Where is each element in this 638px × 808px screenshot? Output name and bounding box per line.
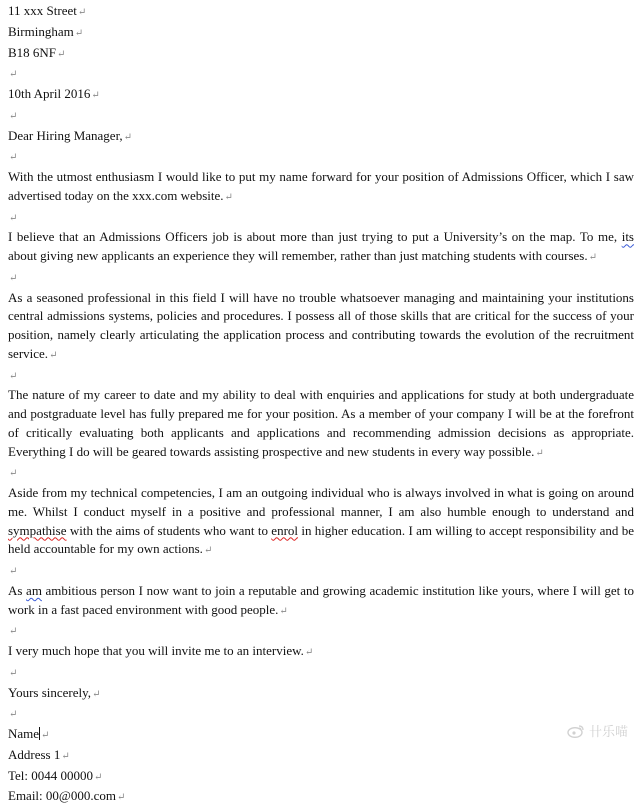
signature-tel: Tel: 0044 00000	[8, 767, 94, 783]
paragraph-mark-icon	[589, 252, 597, 263]
signature-name: Name	[8, 726, 40, 741]
paragraph-5-text-b: with the aims of students who want to	[66, 522, 272, 538]
paragraph-mark-icon	[9, 111, 17, 122]
paragraph-mark-icon	[57, 49, 65, 60]
paragraph-1-text: With the utmost enthusiasm I would like to put my name forward for your position of Admissions Officer, which I saw advertised today on the xxx.com website.	[8, 169, 634, 203]
paragraph-mark-icon	[94, 772, 102, 783]
paragraph-mark-icon	[61, 751, 69, 762]
letter-date: 10th April 2016	[8, 86, 91, 101]
paragraph-7	[8, 642, 634, 663]
sender-address-block	[8, 2, 634, 23]
paragraph-6-text-a: As	[8, 582, 27, 598]
paragraph-mark-icon	[279, 606, 287, 617]
blank-line	[8, 561, 634, 582]
blank-line	[8, 366, 634, 387]
paragraph-2-text-b: about giving new applicants an experience they will remember, rather than just matching students with courses.	[8, 248, 588, 263]
paragraph-mark-icon	[41, 730, 49, 741]
paragraph-mark-icon	[124, 132, 132, 143]
paragraph-3-text: As a seasoned professional in this field I will have no trouble whatsoever managing and maintaining your institutions central admissions systems, policies and procedures. I possess all of those skills that are critical for the success of your position, namely clearly articulating the application process and contributing towards the evolution of the recruitment service.	[8, 289, 634, 361]
paragraph-5	[8, 484, 634, 561]
salutation-line	[8, 127, 634, 148]
grammar-flag-its[interactable]: its	[621, 229, 634, 245]
paragraph-mark-icon	[204, 545, 212, 556]
blank-line	[8, 147, 634, 168]
blank-line	[8, 64, 634, 85]
paragraph-mark-icon	[9, 668, 17, 679]
watermark-text: 卄乐喵	[588, 725, 628, 740]
paragraph-mark-icon	[305, 647, 313, 658]
paragraph-mark-icon	[91, 90, 99, 101]
signature-name-line	[8, 725, 634, 746]
signature-email: Email: 00@000.com	[8, 788, 117, 804]
paragraph-mark-icon	[9, 709, 17, 720]
paragraph-5-text-c: in higher education. I am willing to accept responsibility and be held accountable for my own actions.	[8, 522, 634, 557]
grammar-flag-am[interactable]: am	[26, 582, 42, 598]
blank-line	[8, 463, 634, 484]
paragraph-mark-icon	[117, 792, 125, 803]
sender-city-line	[8, 23, 634, 44]
signature-address: Address 1	[8, 746, 61, 762]
paragraph-mark-icon	[535, 448, 543, 459]
paragraph-mark-icon	[9, 468, 17, 479]
paragraph-mark-icon	[92, 689, 100, 700]
sender-postcode: B18 6NF	[8, 44, 57, 60]
paragraph-mark-icon	[75, 28, 83, 39]
paragraph-mark-icon	[9, 371, 17, 382]
paragraph-6-text-b: ambitious person I now want to join a reputable and growing academic institution like yours, where I will get to work in a fast paced environment with good people.	[8, 582, 634, 617]
paragraph-4-text: The nature of my career to date and my ability to deal with enquiries and applications for study at both undergraduate and postgraduate level has fully prepared me for your position. As a member of your company I will be at the forefront of critically evaluating both applicants and applications and recommending admission decisions as appropriate. Everything I do will be geared towards assisting prospective and new students in every way possible.	[8, 387, 634, 459]
paragraph-5-text-a: Aside from my technical competencies, I am an outgoing individual who is always involved in what is going on around me. Whilst I conduct myself in a positive and professional manner, I am also humble enough to understand and	[8, 485, 634, 519]
spelling-flag-enrol[interactable]: enrol	[271, 522, 299, 538]
watermark	[567, 721, 628, 740]
paragraph-2	[8, 228, 634, 268]
sender-postcode-line	[8, 44, 634, 65]
blank-line	[8, 663, 634, 684]
paragraph-1	[8, 168, 634, 208]
date-line	[8, 85, 634, 106]
sender-city: Birmingham	[8, 23, 74, 39]
paragraph-2-text-a: I believe that an Admissions Officers job is about more than just trying to put a University’s on the map. To me,	[8, 229, 622, 245]
paragraph-7-text: I very much hope that you will invite me to an interview.	[8, 643, 304, 658]
closing: Yours sincerely,	[8, 684, 92, 700]
sender-street: 11 xxx Street	[8, 3, 77, 18]
paragraph-mark-icon	[9, 273, 17, 284]
closing-line	[8, 684, 634, 705]
paragraph-mark-icon	[9, 566, 17, 577]
blank-line	[8, 268, 634, 289]
paragraph-mark-icon	[78, 7, 86, 18]
weibo-logo-icon	[567, 724, 585, 738]
paragraph-6	[8, 582, 634, 622]
paragraph-mark-icon	[225, 192, 233, 203]
blank-line	[8, 208, 634, 229]
blank-line	[8, 704, 634, 725]
paragraph-mark-icon	[9, 213, 17, 224]
letter-document[interactable]	[8, 2, 634, 808]
salutation: Dear Hiring Manager,	[8, 127, 123, 143]
blank-line	[8, 106, 634, 127]
blank-line	[8, 621, 634, 642]
paragraph-4	[8, 386, 634, 463]
paragraph-mark-icon	[9, 152, 17, 163]
paragraph-3	[8, 289, 634, 366]
paragraph-mark-icon	[9, 69, 17, 80]
paragraph-mark-icon	[9, 626, 17, 637]
paragraph-mark-icon	[49, 350, 57, 361]
signature-address-line	[8, 746, 634, 767]
signature-email-line	[8, 787, 634, 808]
text-cursor	[39, 727, 40, 740]
signature-tel-line	[8, 767, 634, 788]
spelling-flag-sympathise[interactable]: sympathise	[8, 522, 67, 538]
